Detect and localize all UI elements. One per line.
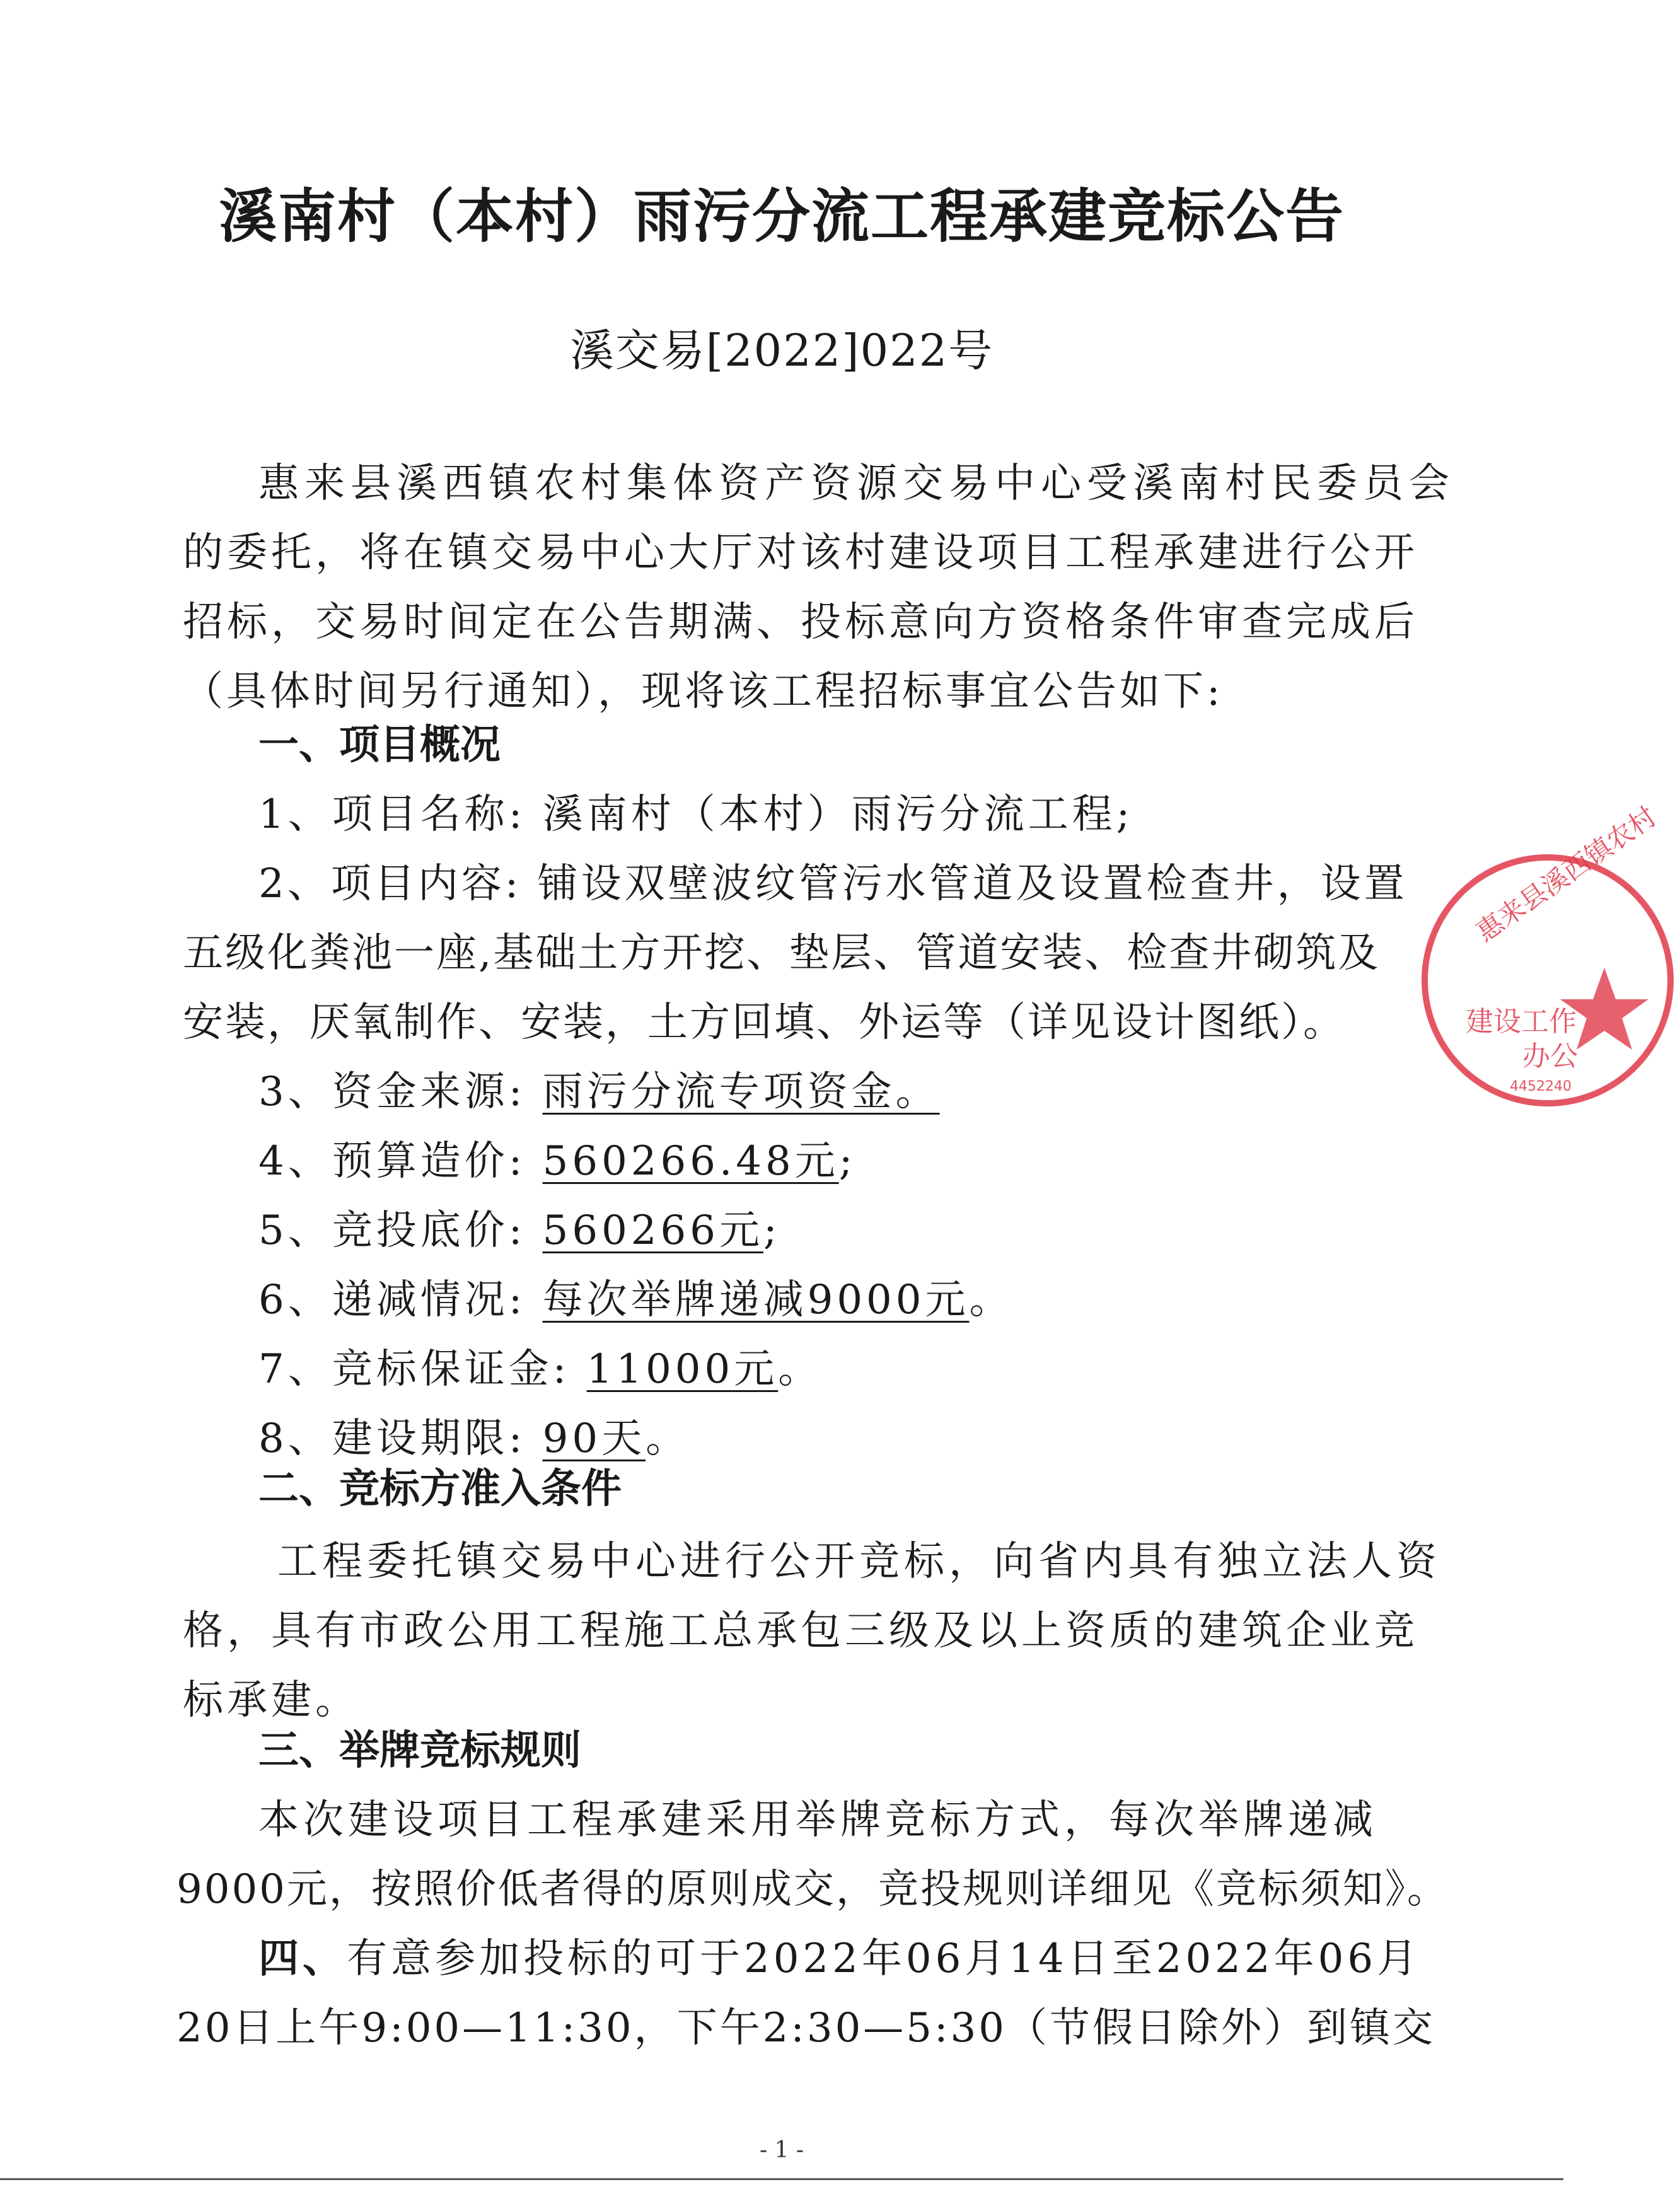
section-4-line-1: 四、有意参加投标的可于2022年06月14日至2022年06月 xyxy=(258,1935,1422,1982)
item-2-label: 2、项目内容: xyxy=(258,861,538,907)
item-7-label: 7、竞标保证金: xyxy=(258,1346,587,1393)
page-number: - 1 - xyxy=(759,2137,804,2163)
item-2-value-line-3: 安装，厌氧制作、安装，土方回填、外运等（详见设计图纸）。 xyxy=(183,999,1345,1046)
item-7-value: 11000元 xyxy=(586,1346,779,1393)
item-4-value: 560266.48元 xyxy=(542,1138,839,1185)
intro-line-3: 招标，交易时间定在公告期满、投标意向方资格条件审查完成后 xyxy=(183,599,1418,646)
section-3-line-1: 本次建设项目工程承建采用举牌竞标方式，每次举牌递减 xyxy=(258,1797,1377,1843)
section-2-line-1: 工程委托镇交易中心进行公开竞标，向省内具有独立法人资 xyxy=(277,1538,1441,1585)
intro-line-2: 的委托，将在镇交易中心大厅对该村建设项目工程承建进行公开 xyxy=(183,530,1418,576)
item-8-value: 90天 xyxy=(542,1415,646,1462)
item-1 xyxy=(258,791,1134,838)
item-2-value-line-1: 铺设双壁波纹管污水管道及设置检查井，设置 xyxy=(537,861,1408,907)
item-7: 7、竞标保证金: 11000元。 xyxy=(258,1346,823,1393)
item-1-value: 溪南村（本村）雨污分流工程; xyxy=(542,791,1134,838)
item-2-value-line-2: 五级化粪池一座,基础土方开挖、垫层、管道安装、检查井砌筑及 xyxy=(183,930,1381,977)
section-2-line-3: 标承建。 xyxy=(183,1677,359,1724)
section-4-line-2: 20日上午9:00—11:30，下午2:30—5:30（节假日除外）到镇交 xyxy=(177,2005,1436,2051)
official-seal-stamp xyxy=(1415,801,1680,1113)
item-6: 6、递减情况: 每次举牌递减9000元。 xyxy=(258,1277,1014,1323)
item-5: 5、竞投底价: 560266元; xyxy=(258,1207,781,1254)
page-title: 溪南村（本村）雨污分流工程承建竞标公告 xyxy=(218,183,1345,250)
item-8: 8、建设期限: 90天。 xyxy=(258,1415,690,1462)
page-bottom-rule xyxy=(0,2178,1563,2180)
section-heading-3: 三、举牌竞标规则 xyxy=(258,1727,581,1774)
section-heading-1: 一、项目概况 xyxy=(258,722,501,769)
item-4: 4、预算造价: 560266.48元; xyxy=(258,1138,857,1185)
section-2-line-2: 格，具有市政公用工程施工总承包三级及以上资质的建筑企业竞 xyxy=(183,1608,1418,1654)
section-heading-2: 二、竞标方准入条件 xyxy=(258,1466,622,1512)
item-3-label: 3、资金来源: xyxy=(258,1069,543,1115)
item-8-label: 8、建设期限: xyxy=(258,1415,543,1462)
document-number: 溪交易[2022]022号 xyxy=(569,325,994,376)
intro-text-1: 惠来县溪西镇农村集体资产资源交易中心受溪南村民委员会 xyxy=(258,460,1455,507)
svg-text:办公: 办公 xyxy=(1522,1040,1578,1072)
item-6-label: 6、递减情况: xyxy=(258,1277,543,1323)
item-3 xyxy=(258,1069,940,1115)
svg-text:4452240: 4452240 xyxy=(1510,1079,1572,1094)
item-5-value: 560266元 xyxy=(542,1207,763,1254)
item-6-value: 每次举牌递减9000元 xyxy=(542,1277,970,1323)
item-5-label: 5、竞投底价: xyxy=(258,1207,543,1254)
section-3-line-2: 9000元，按照价低者得的原则成交，竞投规则详细见《竞标须知》。 xyxy=(177,1866,1449,1913)
section-heading-4: 四、 xyxy=(258,1935,347,1982)
item-3-value: 雨污分流专项资金。 xyxy=(542,1069,940,1115)
svg-text:惠来县溪西镇农村: 惠来县溪西镇农村 xyxy=(1470,801,1662,948)
svg-text:建设工作: 建设工作 xyxy=(1466,1006,1577,1038)
intro-line-1 xyxy=(258,460,1455,507)
item-4-label: 4、预算造价: xyxy=(258,1138,543,1185)
intro-line-4: （具体时间另行通知），现将该工程招标事宜公告如下: xyxy=(183,668,1224,715)
item-2 xyxy=(258,861,1408,907)
item-1-label: 1、项目名称: xyxy=(258,791,543,838)
